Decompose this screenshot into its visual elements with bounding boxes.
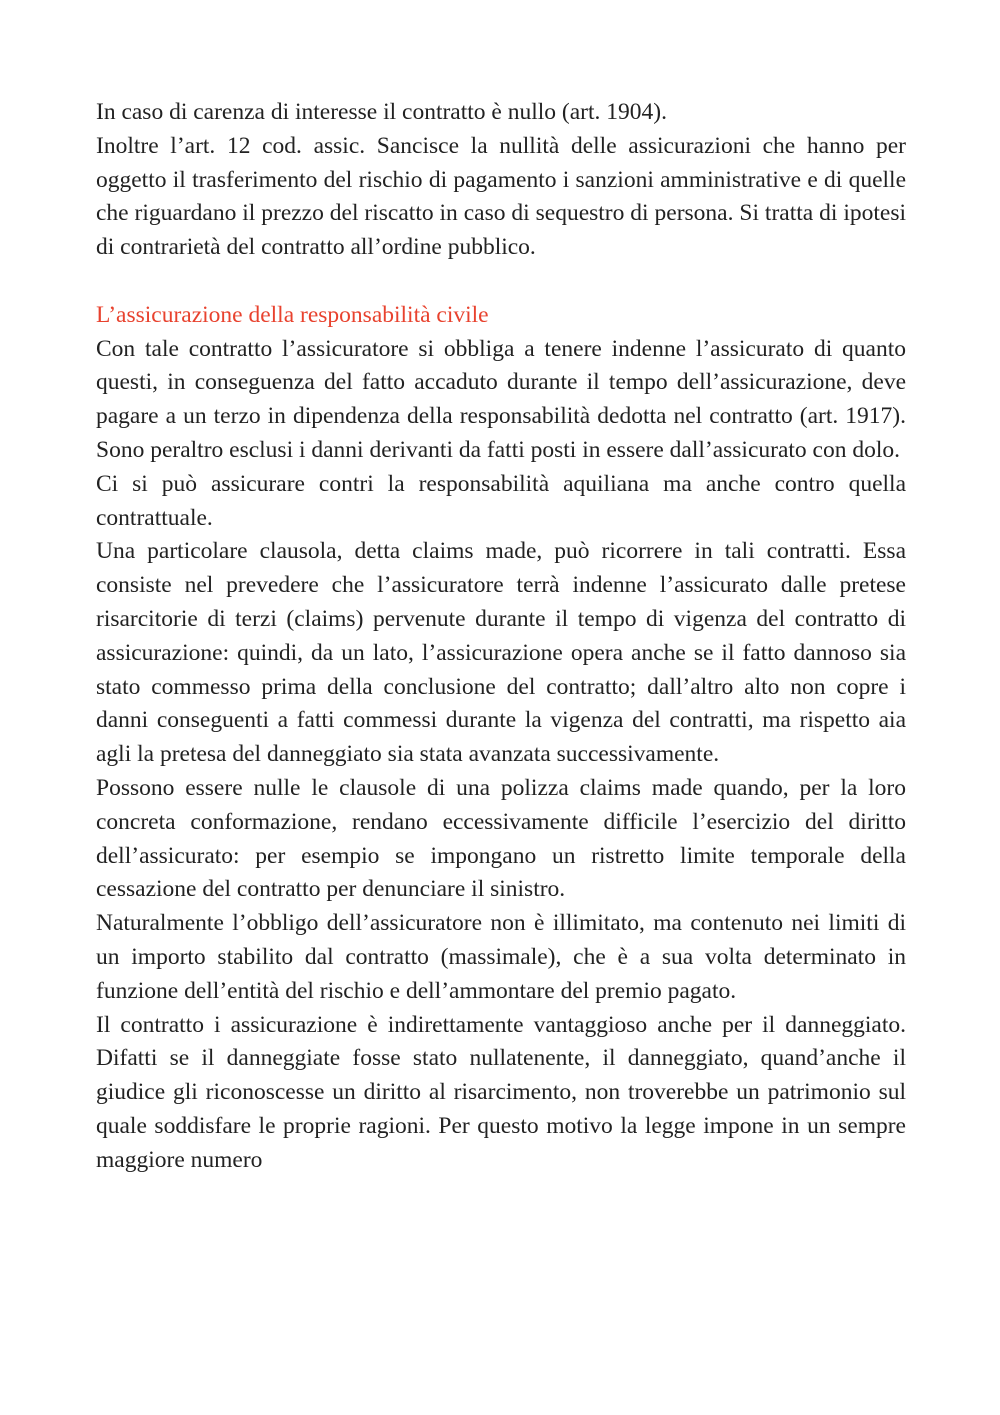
document-page bbox=[96, 96, 906, 1178]
paragraph-liability-types: Ci si può assicurare contri la responsabilità aquiliana ma anche contro quella contrattuale. bbox=[96, 470, 906, 531]
paragraph-nullity-clauses: Possono essere nulle le clausole di una polizza claims made quando, per la loro concreta conformazione, rendano eccessivamente difficile l’esercizio del diritto dell’assicurato: per esempio se impongano un ristretto limite temporale della cessazione del contratto per denunciare il sinistro. bbox=[96, 774, 906, 903]
section-heading: L’assicurazione della responsabilità civile bbox=[96, 301, 489, 328]
paragraph-nullity: In caso di carenza di interesse il contratto è nullo (art. 1904). bbox=[96, 99, 667, 125]
paragraph-claims-made: Una particolare clausola, detta claims made, può ricorrere in tali contratti. Essa consiste nel prevedere che l’assicuratore terrà indenne l’assicurato dalle pretese risarcitorie di terzi (claims) pervenute durante il tempo di vigenza del contratto di assicurazione: quindi, da un lato, l’assicurazione opera anche se il fatto dannoso sia stato commesso prima della conclusione del contratto; dall’altro alto non copre i danni conseguenti a fatti commessi durante la vigenza del contratti, ma rispetto aia agli la pretesa del danneggiato sia stata avanzata successivamente. bbox=[96, 538, 906, 768]
paragraph-definition: Con tale contratto l’assicuratore si obbliga a tenere indenne l’assicurato di quanto questi, in conseguenza del fatto accaduto durante il tempo dell’assicurazione, deve pagare a un terzo in dipendenza della responsabilità dedotta nel contratto (art. 1917). Sono peraltro esclusi i danni derivanti da fatti posti in essere dall’assicurato con dolo. bbox=[96, 335, 906, 463]
paragraph-spacer bbox=[96, 265, 906, 299]
paragraph-art-12: Inoltre l’art. 12 cod. assic. Sancisce la nullità delle assicurazioni che hanno per oggetto il trasferimento del rischio di pagamento i sanzioni amministrative e di quelle che riguardano il prezzo del riscatto in caso di sequestro di persona. Si tratta di ipotesi di contrarietà del contratto all’ordine pubblico. bbox=[96, 132, 906, 261]
paragraph-injured-party: Il contratto i assicurazione è indirettamente vantaggioso anche per il danneggiato. Difatti se il danneggiate fosse stato nullatenente, il danneggiato, quand’anche il giudice gli riconoscesse un diritto al risarcimento, non troverebbe un patrimonio sul quale soddisfare le proprie ragioni. Per questo motivo la legge impone in un sempre maggiore numero bbox=[96, 1011, 906, 1173]
paragraph-massimale: Naturalmente l’obbligo dell’assicuratore non è illimitato, ma contenuto nei limiti di un importo stabilito dal contratto (massimale), che è a sua volta determinato in funzione dell’entità del rischio e dell’ammontare del premio pagato. bbox=[96, 910, 906, 1004]
